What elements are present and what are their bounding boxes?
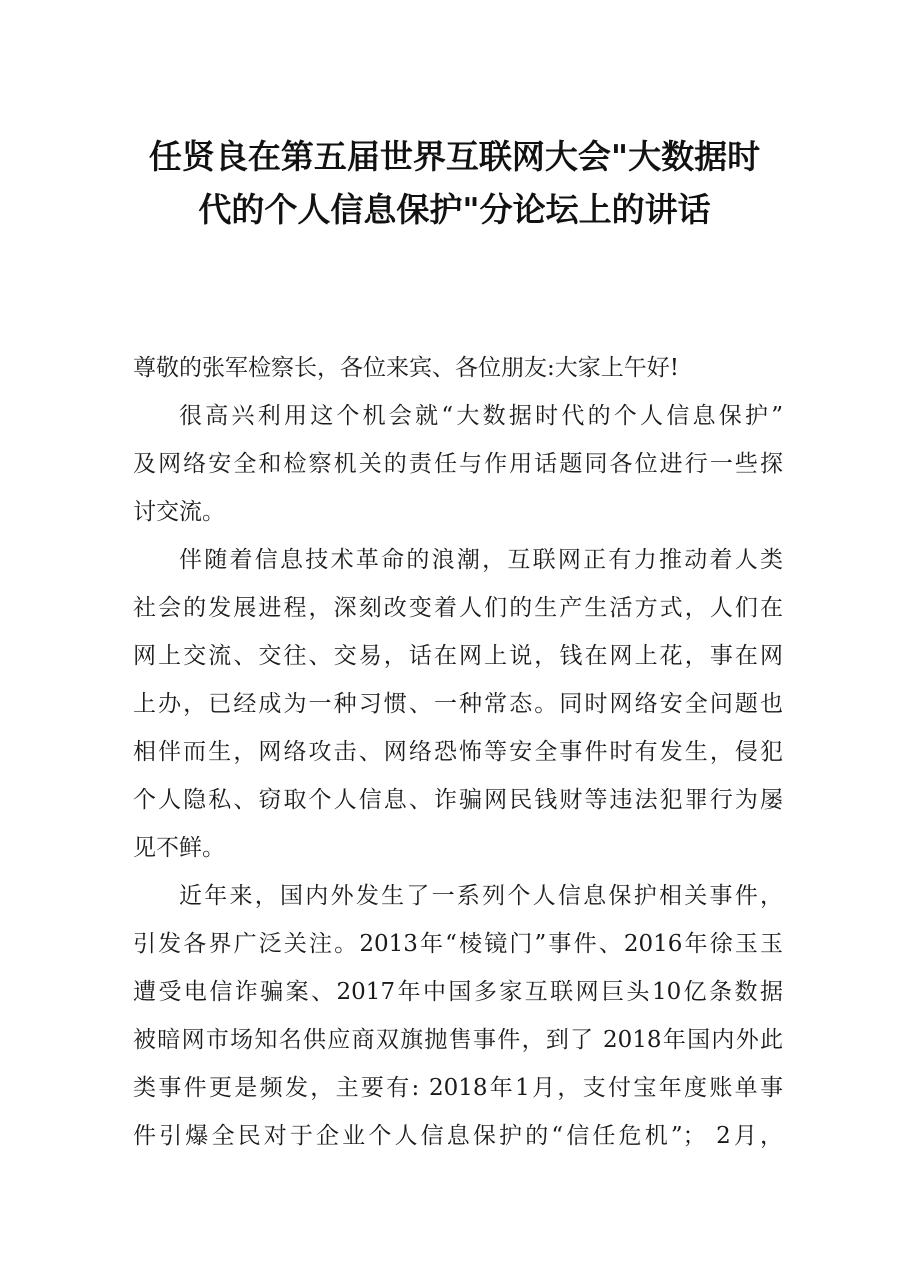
text-line: 引发各界广泛关注。2013年“棱镜门”事件、2016年徐玉玉 [133, 931, 783, 957]
text-line: 遭受电信诈骗案、2017年中国多家互联网巨头10亿条数据 [133, 979, 783, 1005]
text-line: 及网络安全和检察机关的责任与作用话题同各位进行一些探 [133, 451, 783, 477]
document-body [133, 344, 783, 1160]
text-line: 网上交流、交往、交易，话在网上说，钱在网上花，事在网 [133, 643, 783, 669]
text-line: 类事件更是频发，主要有: 2018年1月，支付宝年度账单事 [133, 1075, 783, 1101]
paragraph-salutation [133, 344, 783, 392]
title-line: 任贤良在第五届世界互联网大会"大数据时 [148, 137, 761, 176]
text-line: 近年来，国内外发生了一系列个人信息保护相关事件， [179, 883, 783, 909]
text-line: 讨交流。 [133, 499, 225, 525]
text-line: 上办，已经成为一种习惯、一种常态。同时网络安全问题也 [133, 691, 783, 717]
text-line: 伴随着信息技术革命的浪潮，互联网正有力推动着人类 [179, 547, 783, 573]
title-line: 代的个人信息保护"分论坛上的讲话 [198, 190, 711, 229]
text-line: 个人隐私、窃取个人信息、诈骗网民钱财等违法犯罪行为屡 [133, 787, 783, 813]
text-line: 件引爆全民对于企业个人信息保护的“信任危机”； 2月， [133, 1123, 783, 1149]
text-line: 社会的发展进程，深刻改变着人们的生产生活方式，人们在 [133, 595, 783, 621]
paragraph [133, 536, 783, 872]
paragraph [133, 872, 783, 1160]
text-line: 被暗网市场知名供应商双旗抛售事件，到了 2018年国内外此 [133, 1027, 783, 1053]
text-line: 见不鲜。 [133, 835, 225, 861]
text-line: 尊敬的张军检察长，各位来宾、各位朋友:大家上午好! [133, 355, 679, 381]
text-line: 很高兴利用这个机会就“大数据时代的个人信息保护” [179, 403, 783, 429]
document-title [100, 130, 809, 236]
paragraph [133, 392, 783, 536]
text-line: 相伴而生，网络攻击、网络恐怖等安全事件时有发生，侵犯 [133, 739, 783, 765]
